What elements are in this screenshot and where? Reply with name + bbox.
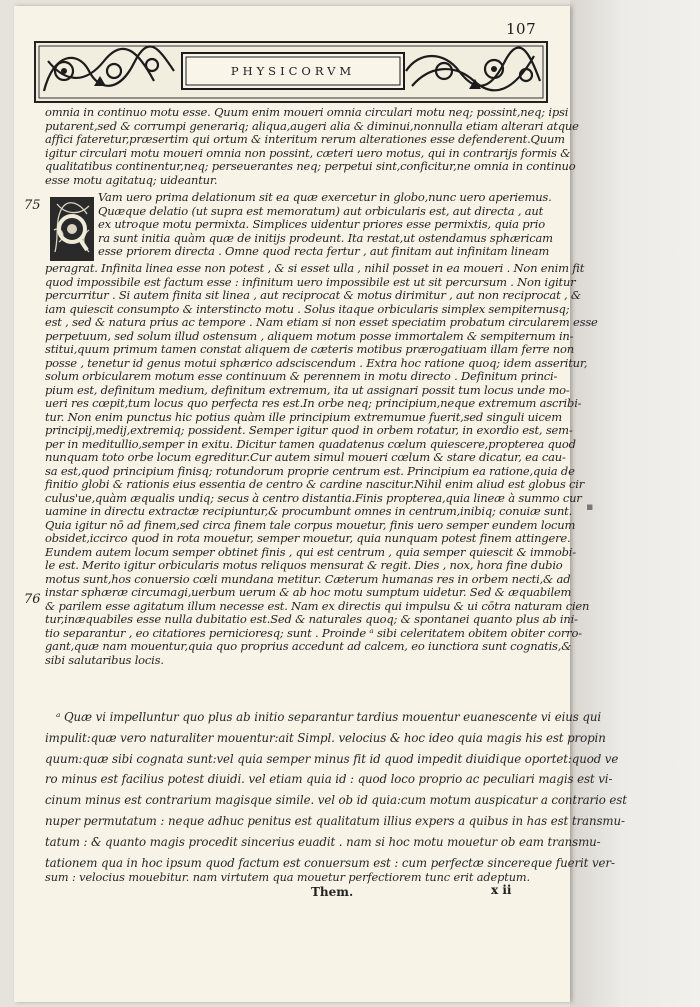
running-title: PHYSICORVM bbox=[230, 64, 356, 78]
text-line: principij,medij,extremiq; possident. Semper igitur quod in orbem rotatur, in exordio est, sem- bbox=[45, 423, 573, 437]
text-line: affici fateretur,præsertim qui ortum & interitum rerum alterationes esse defenderent.Quum bbox=[45, 132, 565, 146]
text-line: pium est, definitum medium, definitum extremum, ita ut assignari possit tum locus unde mo- bbox=[45, 382, 570, 397]
text-line: tur,inæquabiles esse nulla dubitatio est.Sed & naturales quoq; & spontanei quanto plus ab ini- bbox=[45, 612, 578, 626]
text-line: posse , tenetur id genus motui sphærico adsciscendum . Extra hoc ratione quoq; idem asseritur, bbox=[45, 355, 588, 370]
note-line: cinum minus est contrarium magisque simile. vel ob id quia:cum motum auspicatur a contrario est bbox=[45, 793, 627, 808]
text-line: qualitatibus continentur,neq; perseuerantes neq; perpetui sint,conficitur,ne omnia in continuo bbox=[45, 159, 576, 173]
text-line: ex utroque motu permixta. Simplices uidentur priores esse permixtis, quia prio bbox=[98, 217, 545, 231]
text-line: iam quiescit consumpto & interstincto motu . Solus itaque orbicularis simplex sempiternusq; bbox=[45, 301, 570, 316]
note-line: sum : velocius mouebitur. nam virtutem qua mouetur perfectiorem tunc erit adeptum. bbox=[45, 871, 530, 884]
text-line: ra sunt initia quàm quæ de initijs prodeunt. Ita restat,ut ostendamus sphæricam bbox=[98, 230, 553, 245]
note-line: ro minus est facilius potest diuidi. vel etiam quia id : quod loco proprio ac peculiari magis est vi- bbox=[45, 772, 613, 787]
text-line: per in meditullio,semper in exitu. Dicitur tamen quadatenus cœlum quiescere,propterea quod bbox=[45, 436, 576, 451]
text-line: igitur circulari motu moueri omnia non possint, cæteri uero motus, qui in contrarijs formis & bbox=[45, 145, 571, 160]
marginal-number: 75 bbox=[24, 198, 41, 213]
text-line: motus sunt,hos conuersio cœli mundana metitur. Cæterum humanas res in orbem necti,& ad bbox=[45, 571, 571, 586]
text-line: sibi salutaribus locis. bbox=[45, 652, 164, 667]
text-line: nunquam toto orbe locum egreditur.Cur autem simul moueri cœlum & stare dicatur, ea cau- bbox=[45, 450, 566, 464]
text-line: Quia igitur nō ad finem,sed circa finem tale corpus mouetur, finis uero semper eundem locum bbox=[45, 517, 576, 532]
note-line: impulit:quæ vero naturaliter mouentur:ait Simpl. velocius & hoc ideo quia magis his est propin bbox=[45, 730, 606, 745]
text-line: finitio globi & rationis eius essentia de centro & cardine nascitur.Nihil enim aliud est globus cir bbox=[45, 477, 585, 491]
text-line: est , sed & natura prius ac tempore . Nam etiam si non esset speciatim probatum circularem esse bbox=[45, 315, 598, 329]
note-line: quum:quæ sibi cognata sunt:vel quia semper minus fit id quod impedit diuidique oportet:quod ve bbox=[45, 751, 619, 766]
text-line: perpetuum, sed solum illud ostensum , aliquem motum posse immortalem & sempiternum in- bbox=[45, 328, 574, 343]
text-line: Quæque delatio (ut supra est memoratum) aut orbicularis est, aut directa , aut bbox=[98, 203, 544, 218]
text-line: percurritur . Si autem finita sit linea , aut reciprocat & motus dirimitur , aut non reciprocat , & bbox=[45, 288, 581, 302]
scan-speck: ▪ bbox=[586, 500, 594, 513]
signature-mark: x ii bbox=[491, 883, 512, 897]
text-line: quod impossibile est factum esse : infinitum uero impossibile est ut sit percursum . Non igitur bbox=[45, 274, 576, 289]
text-line: uamine in directu extractæ recipiuntur,& procumbunt omnes in centrum,inibiq; conuiæ sunt. bbox=[45, 504, 573, 518]
text-line: tur. Non enim punctus hic potius quàm ille principium extremumue fuerit,sed singuli uicem bbox=[45, 409, 562, 424]
text-line: & parilem esse agitatum illum necesse est. Nam ex directis qui impulsu & ui cōtra naturam cien bbox=[45, 598, 590, 613]
text-line: tio separantur , eo citatiores pernicioresq; sunt . Proinde ᵃ sibi celeritatem obitem obiter corro- bbox=[45, 625, 582, 640]
catchword: Them. bbox=[311, 885, 354, 899]
note-line: nuper permutatum : neque adhuc penitus est qualitatum illius expers a quibus in has est transmu- bbox=[45, 814, 625, 828]
text-line: peragrat. Infinita linea esse non potest , & si esset ulla , nihil posset in ea moueri . Non enim fit bbox=[45, 261, 585, 275]
text-line: culus'ue,quàm æqualis undiq; secus à centro distantia.Finis propterea,quia lineæ à summo cur bbox=[45, 490, 582, 505]
text-line: Eundem autem locum semper obtinet finis , qui est centrum , quia semper quiescit & immobi- bbox=[45, 544, 576, 559]
text-line: esse motu agitatuq; uideantur. bbox=[45, 172, 218, 187]
text-line: solum orbicularem motum esse continuum & perennem in motu directo . Definitum princi- bbox=[45, 369, 558, 383]
decorated-initial bbox=[49, 196, 95, 262]
text-line: gant,quæ nam mouentur,quia quo proprius accedunt ad calcem, eo iunctiora sunt cognatis,& bbox=[45, 639, 572, 653]
note-line: ᵃ Quæ vi impelluntur quo plus ab initio separantur tardius mouentur euanescente vi eius qui bbox=[56, 710, 602, 724]
marginal-number: 76 bbox=[24, 592, 41, 607]
text-line: stitui,quum primum tamen constat aliquem de cæteris motibus prærogatiuam illam ferre non bbox=[45, 342, 574, 356]
text-line: obsidet,iccirco quod in rota mouetur, semper mouetur, quia nunquam potest finem attingere. bbox=[45, 531, 571, 545]
text-line: ueri res cœpit,tum locus quo perfecta res est.In orbe neq; principium,neque extremum ascribi- bbox=[45, 396, 582, 410]
text-line: le est. Merito igitur orbicularis motus reliquos mensurat & regit. Dies , nox, hora fine dubio bbox=[45, 558, 563, 572]
note-line: tationem qua in hoc ipsum quod factum est conuersum est : cum perfectæ sincereque fuerit ver- bbox=[45, 855, 615, 870]
text-line: instar sphæræ circumagi,uerbum uerum & ab hoc motu sumptum uidetur. Sed & æquabilem bbox=[45, 585, 572, 599]
text-line: esse priorem directa . Omne quod recta fertur , aut finitam aut infinitam lineam bbox=[98, 244, 550, 258]
folio-number: 107 bbox=[506, 20, 537, 38]
text-line: omnia in continuo motu esse. Quum enim moueri omnia circulari motu neq; possint,neq; ipsi bbox=[45, 105, 569, 119]
text-line: sa est,quod principium finisq; rotundorum proprie centrum est. Principium ea ratione,quia de bbox=[45, 463, 575, 478]
text-line: putarent,sed & corrumpi generariq; aliqua,augeri alia & diminui,nonnulla etiam alterari atque bbox=[45, 118, 579, 133]
note-line: tatum : & quanto magis procedit sincerius euadit . nam si hoc motu mouetur ob eam transmu- bbox=[45, 834, 601, 849]
text-line: Vam uero prima delationum sit ea quæ exercetur in globo,nunc uero aperiemus. bbox=[98, 190, 552, 204]
